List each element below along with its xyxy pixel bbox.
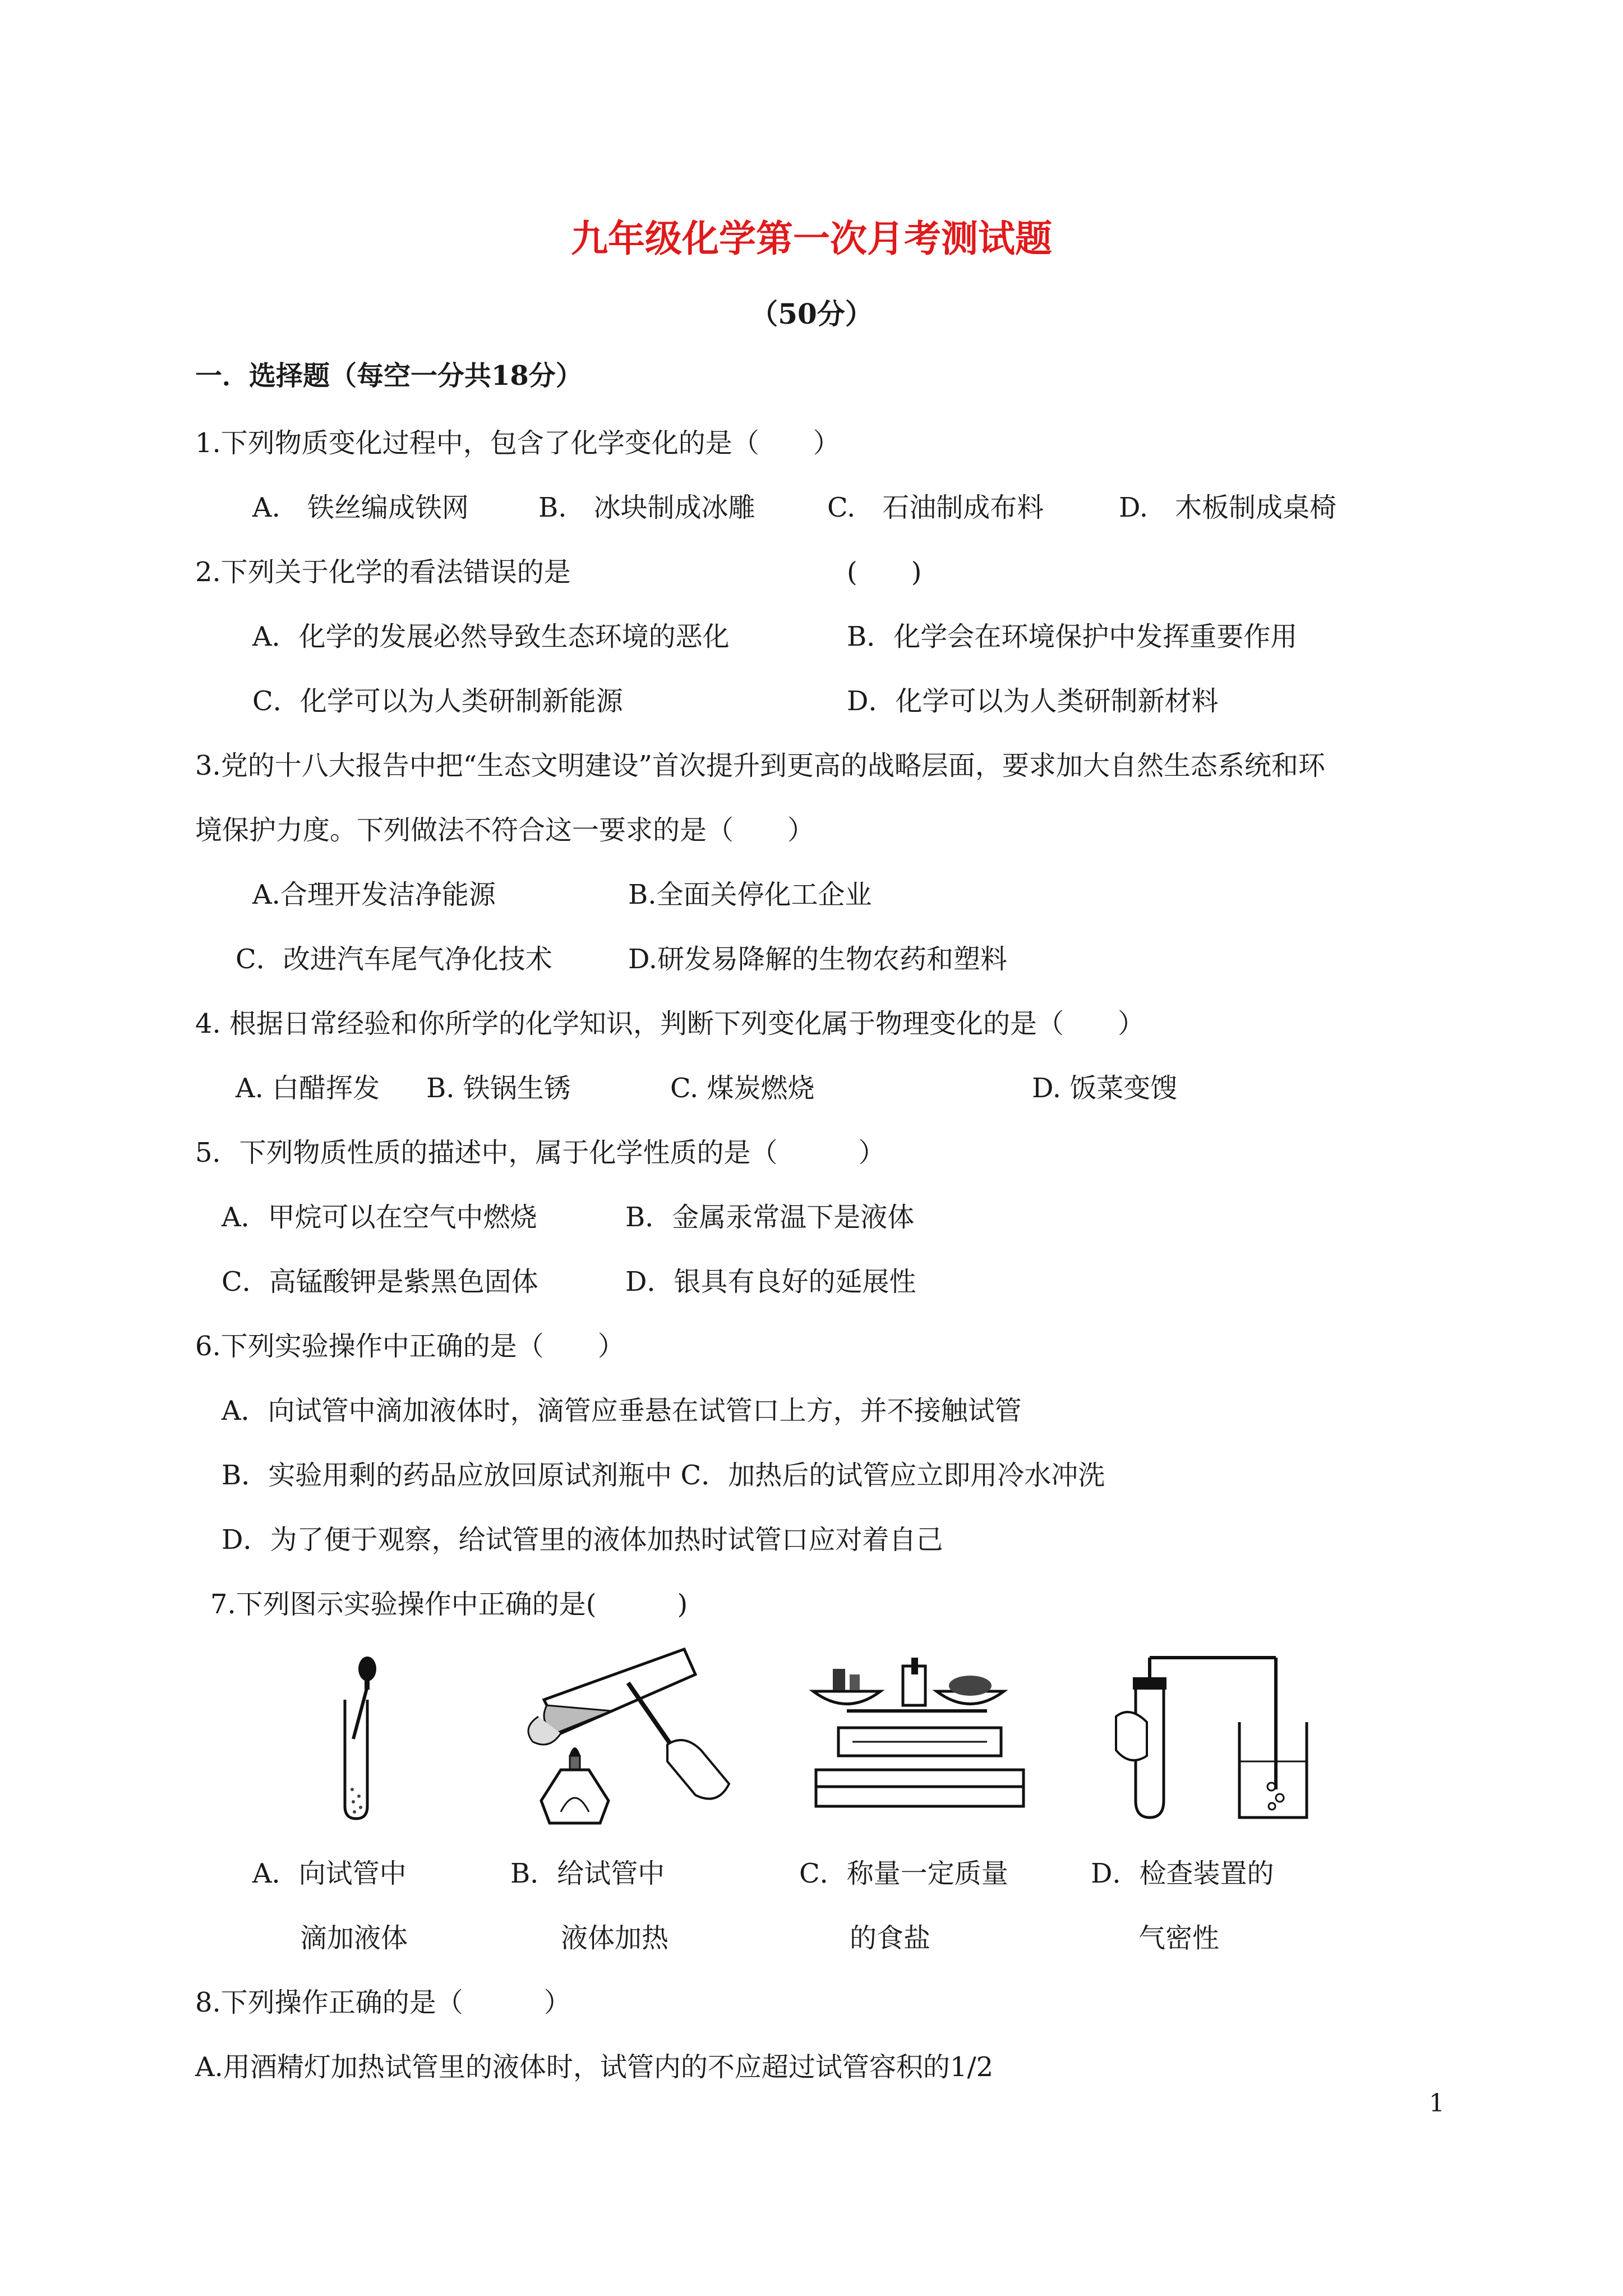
heating-test-tube-figure xyxy=(516,1644,751,1829)
q7-option-a-line1: A．向试管中 xyxy=(252,1858,407,1889)
q3-stem-line1: 3.党的十八大报告中把“生态文明建设”首次提升到更高的战略层面，要求加大自然生态系统和环 xyxy=(195,750,1325,781)
q2-option-b: B．化学会在环境保护中发挥重要作用 xyxy=(847,621,1298,652)
q1-option-d: D. 木板制成桌椅 xyxy=(1119,492,1337,523)
q4-option-a: A. 白醋挥发 xyxy=(236,1073,380,1104)
balance-scale-figure xyxy=(808,1655,1032,1823)
q8-stem: 8.下列操作正确的是（ ） xyxy=(195,1987,571,2018)
q1-stem: 1.下列物质变化过程中，包含了化学变化的是（ ） xyxy=(195,427,840,459)
section-heading: 一．选择题（每空一分共18分） xyxy=(195,360,583,392)
q2-option-a: A．化学的发展必然导致生态环境的恶化 xyxy=(252,621,730,652)
q6-option-a: A．向试管中滴加液体时，滴管应垂悬在试管口上方，并不接触试管 xyxy=(222,1395,1022,1427)
q5-option-b: B．金属汞常温下是液体 xyxy=(625,1202,915,1233)
q6-option-d: D．为了便于观察，给试管里的液体加热时试管口应对着自己 xyxy=(222,1524,943,1556)
q7-stem: 7.下列图示实验操作中正确的是( ) xyxy=(210,1589,688,1620)
q5-stem: 5．下列物质性质的描述中，属于化学性质的是（ ） xyxy=(195,1137,886,1168)
q3-option-c: C．改进汽车尾气净化技术 xyxy=(236,944,552,975)
q5-option-a: A．甲烷可以在空气中燃烧 xyxy=(222,1202,537,1233)
q4-option-c: C. 煤炭燃烧 xyxy=(670,1073,815,1104)
q5-option-d: D．银具有良好的延展性 xyxy=(625,1266,916,1297)
q4-option-b: B. 铁锅生锈 xyxy=(426,1073,571,1104)
q2-answer-paren: ( ) xyxy=(847,556,922,588)
page-number: 1 xyxy=(1429,2089,1445,2118)
total-score: （50分） xyxy=(750,297,873,330)
q7-option-c-line2: 的食盐 xyxy=(850,1922,931,1954)
airtightness-check-figure xyxy=(1113,1649,1326,1829)
q1-option-b: B. 冰块制成冰雕 xyxy=(538,492,755,523)
q6-option-bc: B．实验用剩的药品应放回原试剂瓶中 C．加热后的试管应立即用冷水冲洗 xyxy=(222,1460,1105,1491)
q2-stem: 2.下列关于化学的看法错误的是 xyxy=(195,556,571,588)
q4-stem: 4. 根据日常经验和你所学的化学知识，判断下列变化属于物理变化的是（ ） xyxy=(195,1008,1145,1039)
q3-stem-line2: 境保护力度。下列做法不符合这一要求的是（ ） xyxy=(195,815,815,846)
q7-option-b-line1: B．给试管中 xyxy=(510,1858,665,1889)
q5-option-c: C．高锰酸钾是紫黑色固体 xyxy=(222,1266,538,1297)
q7-option-d-line1: D．检查装置的 xyxy=(1091,1858,1274,1889)
q1-option-a: A. 铁丝编成铁网 xyxy=(252,492,469,523)
q7-option-a-line2: 滴加液体 xyxy=(300,1922,408,1954)
q6-stem: 6.下列实验操作中正确的是（ ） xyxy=(195,1331,625,1362)
q3-option-b: B.全面关停化工企业 xyxy=(628,879,872,910)
q3-option-a: A.合理开发洁净能源 xyxy=(252,879,496,910)
q4-option-d: D. 饭菜变馊 xyxy=(1032,1073,1178,1104)
q2-option-d: D．化学可以为人类研制新材料 xyxy=(847,685,1219,717)
q7-option-d-line2: 气密性 xyxy=(1138,1922,1220,1954)
q2-option-c: C．化学可以为人类研制新能源 xyxy=(252,685,623,717)
dropper-test-tube-figure xyxy=(314,1655,404,1823)
q1-option-c: C. 石油制成布料 xyxy=(827,492,1044,523)
q7-option-b-line2: 液体加热 xyxy=(561,1922,669,1954)
q7-option-c-line1: C．称量一定质量 xyxy=(799,1858,1008,1889)
q8-option-a: A.用酒精灯加热试管里的液体时，试管内的不应超过试管容积的1/2 xyxy=(195,2051,994,2083)
page-title: 九年级化学第一次月考测试题 xyxy=(571,217,1052,260)
q3-option-d: D.研发易降解的生物农药和塑料 xyxy=(628,944,1008,975)
